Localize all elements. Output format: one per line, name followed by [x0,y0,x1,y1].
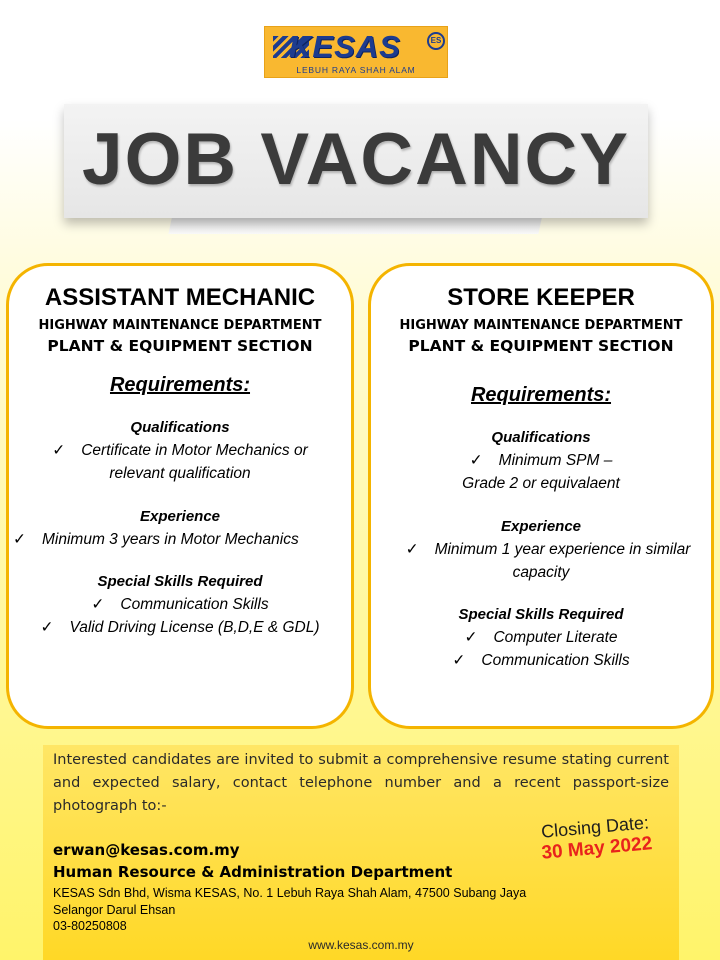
website-link[interactable]: www.kesas.com.my [308,938,414,952]
contact-email[interactable]: erwan@kesas.com.my [53,841,240,859]
logo-brand: KESAS [289,29,401,64]
skills-heading: Special Skills Required [458,606,624,623]
skill-item [9,616,351,639]
job-section: PLANT & EQUIPMENT SECTION [408,337,674,355]
requirements-heading: Requirements: [109,374,251,396]
skill-item [9,593,351,616]
job-section: PLANT & EQUIPMENT SECTION [47,337,313,355]
experience-item [371,538,711,561]
job-title: STORE KEEPER [447,284,635,311]
qualification-item [9,439,351,462]
skill-text: Computer Literate [493,629,618,646]
check-icon: ✓ [40,619,54,636]
qualifications-heading: Qualifications [491,429,591,446]
kesas-logo [264,26,448,78]
qualification-text: Minimum SPM – [498,452,613,469]
contact-address: KESAS Sdn Bhd, Wisma KESAS, No. 1 Lebuh Raya Shah Alam, 47500 Subang Jaya Selangor Darul Ehsan [53,886,527,917]
experience-text: Minimum 1 year experience in similar [434,541,691,558]
logo-tagline: LEBUH RAYA SHAH ALAM [296,65,416,75]
job-department: HIGHWAY MAINTENANCE DEPARTMENT [399,318,683,333]
skill-item [371,626,711,649]
requirements-heading: Requirements: [470,384,612,406]
check-icon: ✓ [464,629,478,646]
application-instructions: Interested candidates are invited to submit a comprehensive resume stating current and expected salary, contact telephone number and a recent passport-size photograph to:- [53,752,669,814]
contact-box [43,745,679,960]
qualification-text-continued: Grade 2 or equivalaent [462,475,620,492]
check-icon: ✓ [469,452,483,469]
check-icon: ✓ [91,596,105,613]
qualification-text: Certificate in Motor Mechanics or [81,442,308,459]
experience-text: Minimum 3 years in Motor Mechanics [42,531,299,548]
skill-text: Communication Skills [481,652,630,669]
closing-date-callout [529,811,662,865]
experience-item [9,528,351,551]
contact-department: Human Resource & Administration Department [53,863,453,881]
skill-item [371,649,711,672]
check-icon: ✓ [405,541,419,558]
experience-text-continued: capacity [512,564,570,581]
experience-heading: Experience [139,508,221,525]
qualification-item [371,449,711,472]
check-icon: ✓ [52,442,66,459]
job-card-assistant-mechanic [6,263,354,729]
job-card-store-keeper [368,263,714,729]
page-title: JOB VACANCY [82,119,630,200]
contact-phone: 03-80250808 [53,919,127,933]
title-banner [64,104,648,218]
check-icon: ✓ [452,652,466,669]
experience-heading: Experience [500,518,582,535]
skill-text: Communication Skills [120,596,269,613]
check-icon: ✓ [13,531,26,548]
skill-text: Valid Driving License (B,D,E & GDL) [69,619,320,636]
job-department: HIGHWAY MAINTENANCE DEPARTMENT [38,318,322,333]
qualification-text-continued: relevant qualification [109,465,251,482]
closing-date-value: 30 May 2022 [540,833,654,864]
job-title: ASSISTANT MECHANIC [44,284,316,311]
logo-badge: ES [427,32,445,50]
skills-heading: Special Skills Required [97,573,263,590]
closing-date-label: Closing Date: [540,812,650,842]
qualifications-heading: Qualifications [130,419,230,436]
